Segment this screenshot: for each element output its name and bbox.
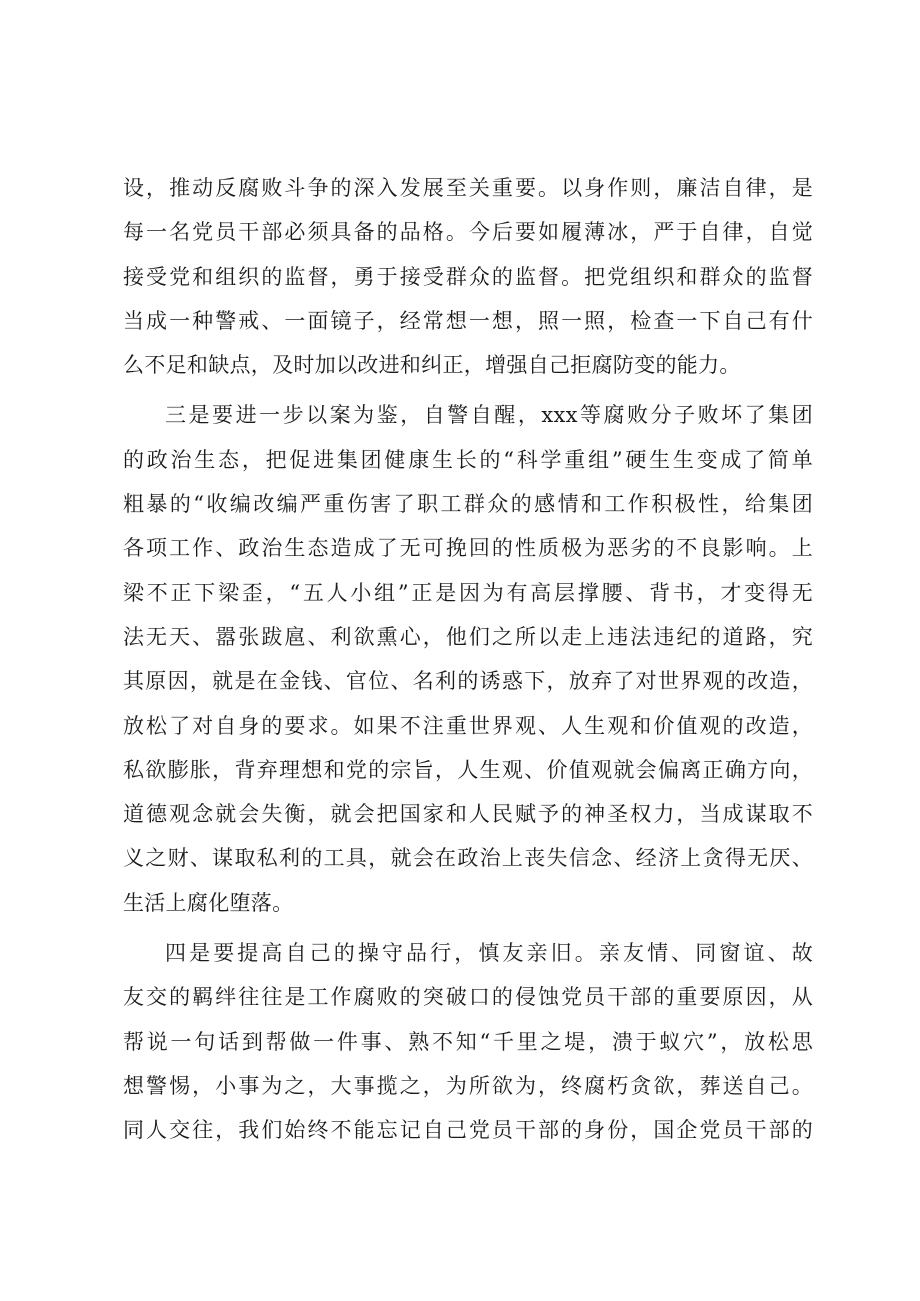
- paragraph-line: 放松了对自身的要求。如果不注重世界观、人生观和价值观的改造，: [123, 713, 813, 738]
- paragraph-line: 接受党和组织的监督，勇于接受群众的监督。把党组织和群众的监督: [123, 264, 813, 289]
- paragraph-line: 每一名党员干部必须具备的品格。今后要如履薄冰，严于自律，自觉: [123, 220, 813, 245]
- paragraph-line: 三是要进一步以案为鉴，自警自醒，xxx等腐败分子败坏了集团: [165, 403, 813, 428]
- paragraph-line: 同人交往，我们始终不能忘记自己党员干部的身份，国企党员干部的: [123, 1118, 813, 1143]
- paragraph-line: 么不足和缺点，及时加以改进和纠正，增强自己拒腐防变的能力。: [123, 353, 741, 378]
- paragraph-line: 各项工作、政治生态造成了无可挽回的性质极为恶劣的不良影响。上: [123, 536, 813, 561]
- paragraph-line: 四是要提高自己的操守品行，慎友亲旧。亲友情、同窗谊、故: [165, 941, 813, 966]
- paragraph-line: 义之财、谋取私利的工具，就会在政治上丧失信念、经济上贪得无厌、: [123, 846, 813, 871]
- paragraph-line: 道德观念就会失衡，就会把国家和人民赋予的神圣权力，当成谋取不: [123, 802, 813, 827]
- paragraph-line: 生活上腐化堕落。: [123, 890, 294, 915]
- paragraph-line: 其原因，就是在金钱、官位、名利的诱惑下，放弃了对世界观的改造，: [123, 669, 813, 694]
- paragraph-line: 帮说一句话到帮做一件事、熟不知“千里之堤，溃于蚁穴”，放松思: [123, 1029, 813, 1054]
- document-body: [123, 166, 813, 1153]
- paragraph-line: 想警惕，小事为之，大事揽之，为所欲为，终腐朽贪欲，葬送自己。: [123, 1073, 813, 1098]
- paragraph-line: 友交的羁绊往往是工作腐败的突破口的侵蚀党员干部的重要原因，从: [123, 985, 813, 1010]
- paragraph-line: 梁不正下梁歪，“五人小组”正是因为有高层撑腰、背书，才变得无: [123, 580, 813, 605]
- paragraph-line: 设，推动反腐败斗争的深入发展至关重要。以身作则，廉洁自律，是: [123, 176, 813, 200]
- paragraph-line: 粗暴的“收编改编严重伤害了职工群众的感情和工作积极性，给集团: [123, 492, 813, 517]
- paragraph-line: 私欲膨胀，背弃理想和党的宗旨，人生观、价值观就会偏离正确方向，: [123, 757, 813, 782]
- paragraph-line: 当成一种警戒、一面镜子，经常想一想，照一照，检查一下自己有什: [123, 308, 813, 333]
- paragraph-line: 法无天、嚣张跋扈、利欲熏心，他们之所以走上违法违纪的道路，究: [123, 624, 813, 649]
- paragraph-line: 的政治生态，把促进集团健康生长的“科学重组”硬生生变成了简单: [123, 447, 813, 472]
